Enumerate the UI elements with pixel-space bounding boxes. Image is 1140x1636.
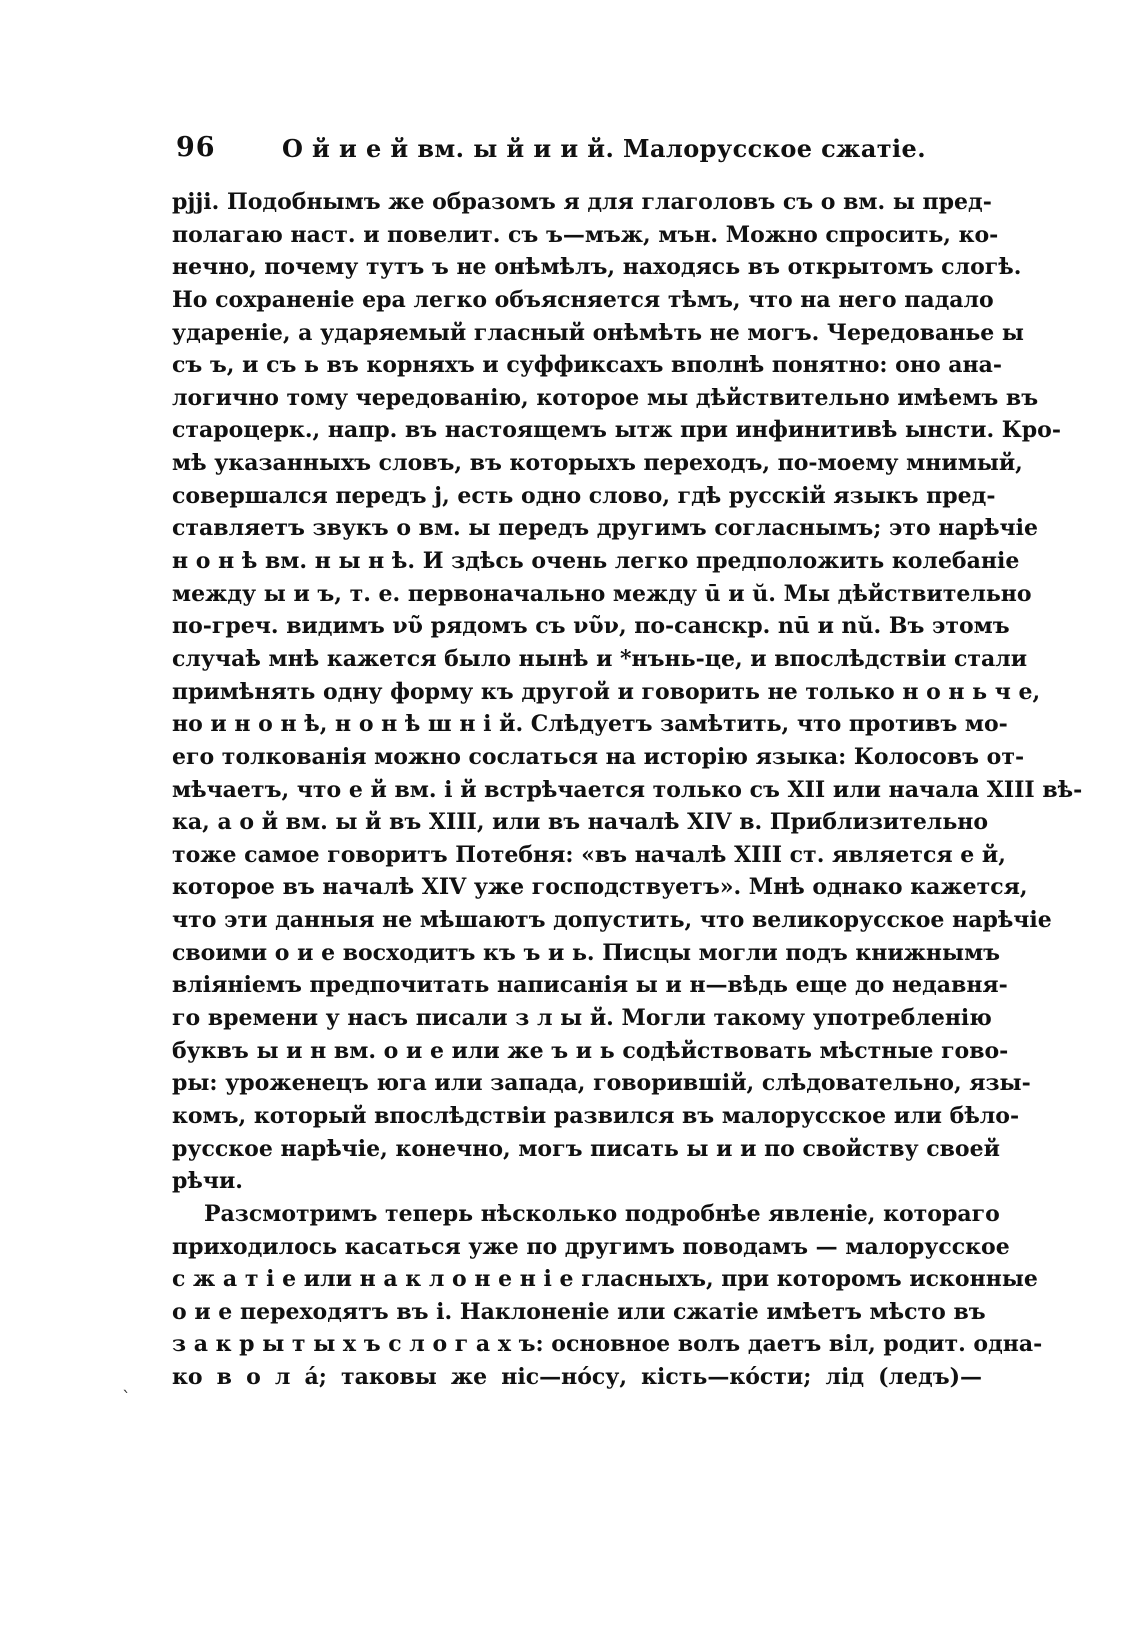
- text-line: н о н ѣ вм. н ы н ѣ. И здѣсь очень легко предположить колебаніе: [172, 548, 1020, 575]
- text-line: Но сохраненіе ера легко объясняется тѣмъ, что на него падало: [172, 286, 994, 313]
- page-number: 96: [176, 132, 216, 163]
- text-line: его толкованія можно сослаться на исторію языка: Колосовъ от-: [172, 743, 1025, 770]
- text-line: удареніе, а ударяемый гласный онѣмѣть не могъ. Чередованье ы: [172, 319, 1024, 346]
- text-line: своими о и е восходитъ къ ъ и ь. Писцы могли подъ книжнымъ: [172, 939, 1001, 966]
- text-line: тоже самое говоритъ Потебня: «въ началѣ XIII ст. является е й,: [172, 841, 1006, 868]
- body-text: [172, 186, 1083, 1394]
- text-line: ры: уроженецъ юга или запада, говорившій, слѣдовательно, язы-: [172, 1070, 1031, 1097]
- text-line: мѣчаетъ, что е й вм. і й встрѣчается только съ XII или начала XIII вѣ-: [172, 776, 1083, 803]
- text-line: логично тому чередованію, которое мы дѣйствительно имѣемъ въ: [172, 384, 1039, 411]
- text-line: го времени у насъ писали з л ы й. Могли такому употребленію: [172, 1005, 992, 1032]
- text-line: что эти данныя не мѣшаютъ допустить, что великорусское нарѣчіе: [172, 907, 1052, 934]
- text-line: русское нарѣчіе, конечно, могъ писать ы и и по свойству своей: [172, 1135, 1000, 1162]
- text-line: по-греч. видимъ νῦ рядомъ съ νῦν, по-санскр. nū и nŭ. Въ этомъ: [172, 613, 1010, 640]
- text-line: ставляетъ звукъ о вм. ы передъ другимъ согласнымъ; это нарѣчіе: [172, 515, 1039, 542]
- paragraph-first-line: Разсмотримъ теперь нѣсколько подробнѣе явленіе, котораго: [204, 1200, 1000, 1227]
- running-title: О й и е й вм. ы й и и й. Малорусское сжатіе.: [282, 134, 926, 163]
- text-line: которое въ началѣ XIV уже господствуетъ». Мнѣ однако кажется,: [172, 874, 1028, 901]
- text-line: совершался передъ j, есть одно слово, гдѣ русскій языкъ пред-: [172, 482, 996, 509]
- text-line: pjji. Подобнымъ же образомъ я для глаголовъ съ о вм. ы пред-: [172, 189, 992, 215]
- text-line: комъ, который впослѣдствіи развился въ малорусское или бѣло-: [172, 1102, 1020, 1129]
- text-line: между ы и ъ, т. е. первоначально между ū и ŭ. Мы дѣйствительно: [172, 580, 1032, 607]
- text-line: нечно, почему тутъ ъ не онѣмѣлъ, находясь въ открытомъ слогѣ.: [172, 254, 1022, 281]
- paragraph-last-line: рѣчи.: [172, 1168, 243, 1195]
- text-line: примѣнять одну форму къ другой и говорить не только н о н ь ч е,: [172, 678, 1041, 705]
- text-line: ко в о л á; таковы же нiс—нóсу, кiсть—кóсти; лiд (ледъ)—: [172, 1364, 982, 1391]
- text-line: полагаю наст. и повелит. съ ъ—мъж, мън. Можно спросить, ко-: [172, 221, 999, 248]
- text-line: случаѣ мнѣ кажется было нынѣ и *нънь-це, и впослѣдствіи стали: [172, 645, 1028, 672]
- text-line: приходилось касаться уже по другимъ поводамъ — малорусское: [172, 1233, 1010, 1260]
- text-line: мѣ указанныхъ словъ, въ которыхъ переходъ, по-моему мнимый,: [172, 450, 1023, 477]
- text-line: с ж а т і е или н а к л о н е н і е гласныхъ, при которомъ исконные: [172, 1266, 1038, 1293]
- running-head: [176, 132, 986, 172]
- text-line: з а к р ы т ы х ъ с л о г а х ъ: основное волъ даетъ вiл, родит. одна-: [172, 1331, 1043, 1358]
- margin-speck: `: [122, 1388, 131, 1409]
- text-line: но и н о н ѣ, н о н ѣ ш н і й. Слѣдуетъ замѣтить, что противъ мо-: [172, 711, 1008, 738]
- text-line: вліяніемъ предпочитать написанія ы и н—вѣдь еще до недавня-: [172, 972, 1008, 999]
- text-line: ка, а о й вм. ы й въ XIII, или въ началѣ XIV в. Приблизительно: [172, 809, 989, 836]
- text-line: староцерк., напр. въ настоящемъ ытж при инфинитивѣ ынсти. Кро-: [172, 417, 1061, 444]
- text-line: съ ъ, и съ ь въ корняхъ и суффиксахъ вполнѣ понятно: оно ана-: [172, 352, 1003, 379]
- text-line: буквъ ы и н вм. о и е или же ъ и ь содѣйствовать мѣстные гово-: [172, 1037, 1009, 1064]
- text-line: о и е переходятъ въ і. Наклоненіе или сжатіе имѣетъ мѣсто въ: [172, 1298, 986, 1325]
